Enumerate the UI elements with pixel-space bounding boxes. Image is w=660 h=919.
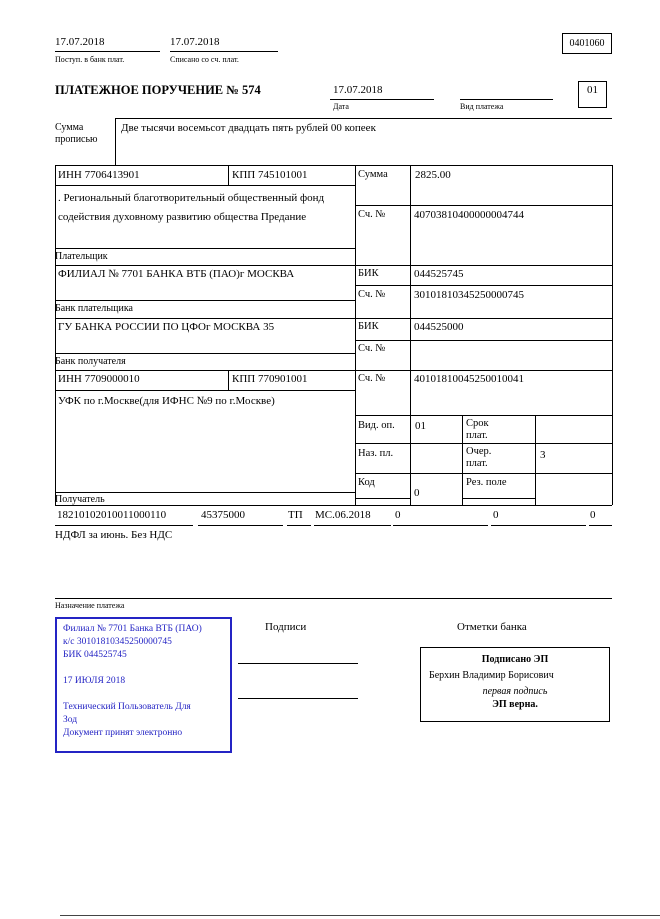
table-border-bottom (55, 505, 612, 506)
table-border (55, 185, 355, 186)
table-border (462, 498, 535, 499)
table-border (55, 492, 355, 493)
table-border (355, 443, 612, 444)
received-date: 17.07.2018 (55, 36, 105, 48)
payer-bank-bik-value: 044525745 (414, 268, 464, 280)
table-border (55, 265, 612, 266)
table-border (355, 498, 410, 499)
amount-value: 2825.00 (415, 169, 451, 181)
table-border (228, 165, 229, 185)
oktmo-value: 45375000 (201, 509, 245, 521)
code-label: Код (358, 477, 375, 488)
signature-stamp-title: Подписано ЭП (481, 654, 549, 665)
bank-stamp-line: к/с 30101810345250000745 (63, 637, 172, 647)
signature-stamp (420, 647, 610, 722)
table-border (55, 353, 355, 354)
date-underline (330, 99, 434, 100)
bank-marks-label: Отметки банка (457, 621, 527, 633)
tax-row-underline (589, 525, 612, 526)
payment-term-label: Срок плат. (466, 418, 489, 441)
payment-kind-underline (460, 99, 553, 100)
payee-bank-account-label: Сч. № (358, 343, 386, 354)
payer-account-value: 40703810400000004744 (414, 209, 524, 221)
date-label: Дата (333, 102, 349, 111)
signatures-label: Подписи (265, 621, 307, 633)
signature-kind: первая подпись (482, 686, 548, 697)
payer-caption: Плательщик (55, 251, 108, 262)
payee-bank-bik-value: 044525000 (414, 321, 464, 333)
amount-words-box-left (115, 118, 116, 165)
table-border-right (612, 165, 613, 505)
tax-period-value: МС.06.2018 (315, 509, 371, 521)
payment-order-label: Очер. плат. (466, 446, 492, 469)
op-type-value: 01 (415, 420, 426, 432)
table-border (355, 285, 612, 286)
tax-row-underline (55, 525, 193, 526)
payee-account-value: 40101810045250010041 (414, 373, 524, 385)
payee-inn: ИНН 7709000010 (58, 373, 140, 385)
table-border (55, 318, 612, 319)
payer-account-label: Сч. № (358, 209, 386, 220)
purpose-caption: Назначение платежа (55, 601, 125, 610)
received-date-label: Поступ. в банк плат. (55, 55, 125, 64)
payee-bank-caption: Банк получателя (55, 356, 126, 367)
document-date: 17.07.2018 (333, 84, 383, 96)
amount-words-box-top (115, 118, 612, 119)
doc-date-value: 0 (493, 509, 499, 521)
table-border (55, 300, 355, 301)
form-code-box: 0401060 (562, 33, 612, 54)
doc-number-value: 0 (395, 509, 401, 521)
purpose-text: НДФЛ за июнь. Без НДС (55, 529, 173, 541)
amount-words-label-1: Сумма (55, 122, 84, 133)
amount-label: Сумма (358, 169, 388, 180)
payment-type-value: 0 (590, 509, 596, 521)
bank-stamp-user: Технический Пользователь Для Зод (63, 702, 191, 725)
signature-line (238, 663, 358, 664)
table-border (355, 340, 612, 341)
payee-kpp: КПП 770901001 (232, 373, 308, 385)
amount-words-value: Две тысячи восемьсот двадцать пять рублей 00 копеек (121, 122, 376, 134)
bank-stamp-line: Филиал № 7701 Банка ВТБ (ПАО) (63, 624, 202, 634)
bank-stamp-accepted: Документ принят электронно (63, 728, 183, 738)
bank-stamp-line: БИК 044525745 (63, 650, 127, 660)
table-border (535, 415, 536, 505)
op-type-label: Вид. оп. (358, 420, 395, 431)
payer-bank-bik-label: БИК (358, 268, 379, 279)
signer-name: Берхин Владимир Борисович (429, 670, 554, 681)
table-border (410, 165, 411, 505)
table-border (355, 473, 612, 474)
signature-valid: ЭП верна. (492, 699, 538, 710)
payer-kpp: КПП 745101001 (232, 169, 308, 181)
signature-line (238, 698, 358, 699)
payer-bank-caption: Банк плательщика (55, 303, 133, 314)
tax-row-underline (198, 525, 283, 526)
payer-bank-name: ФИЛИАЛ № 7701 БАНКА ВТБ (ПАО)г МОСКВА (58, 268, 295, 280)
table-border (55, 370, 612, 371)
tax-row-underline (393, 525, 488, 526)
payer-bank-account-label: Сч. № (358, 289, 386, 300)
payment-order-value: 3 (540, 449, 546, 461)
code-value: 0 (414, 487, 420, 499)
payer-inn: ИНН 7706413901 (58, 169, 140, 181)
table-border (55, 248, 355, 249)
bank-stamp (55, 617, 232, 753)
table-border-top (55, 165, 612, 166)
debited-date-label: Списано со сч. плат. (170, 55, 239, 64)
debited-date: 17.07.2018 (170, 36, 220, 48)
payment-kind-label: Вид платежа (460, 102, 504, 111)
table-border (355, 165, 356, 505)
reserve-field-label: Рез. поле (466, 477, 507, 488)
page-edge-artifact (60, 915, 660, 916)
tax-row-underline (314, 525, 391, 526)
kbk-value: 18210102010011000110 (57, 509, 167, 521)
payer-name: . Региональный благотворительный общественный фонд содействия духовному развитию общества Предание (58, 192, 325, 223)
payee-bank-bik-label: БИК (358, 321, 379, 332)
received-date-underline (55, 51, 160, 52)
table-border (55, 390, 355, 391)
purpose-underline (55, 598, 612, 599)
payee-account-label: Сч. № (358, 373, 386, 384)
bank-stamp-date: 17 ИЮЛЯ 2018 (63, 676, 126, 686)
tax-row-underline (491, 525, 586, 526)
table-border (228, 370, 229, 390)
table-border (462, 415, 463, 505)
amount-words-label-2: прописью (55, 134, 98, 145)
status-code-box: 01 (578, 81, 607, 108)
table-border (355, 415, 612, 416)
payment-purpose-code-label: Наз. пл. (358, 448, 394, 459)
payer-bank-account-value: 30101810345250000745 (414, 289, 524, 301)
payee-bank-name: ГУ БАНКА РОССИИ ПО ЦФОг МОСКВА 35 (58, 321, 275, 333)
tax-row-underline (287, 525, 311, 526)
debited-date-underline (170, 51, 278, 52)
table-border (355, 205, 612, 206)
payee-name: УФК по г.Москве(для ИФНС №9 по г.Москве) (58, 395, 275, 407)
document-title: ПЛАТЕЖНОЕ ПОРУЧЕНИЕ № 574 (55, 83, 261, 97)
payment-basis-value: ТП (288, 509, 303, 521)
payee-caption: Получатель (55, 494, 105, 505)
table-border-left (55, 165, 56, 505)
